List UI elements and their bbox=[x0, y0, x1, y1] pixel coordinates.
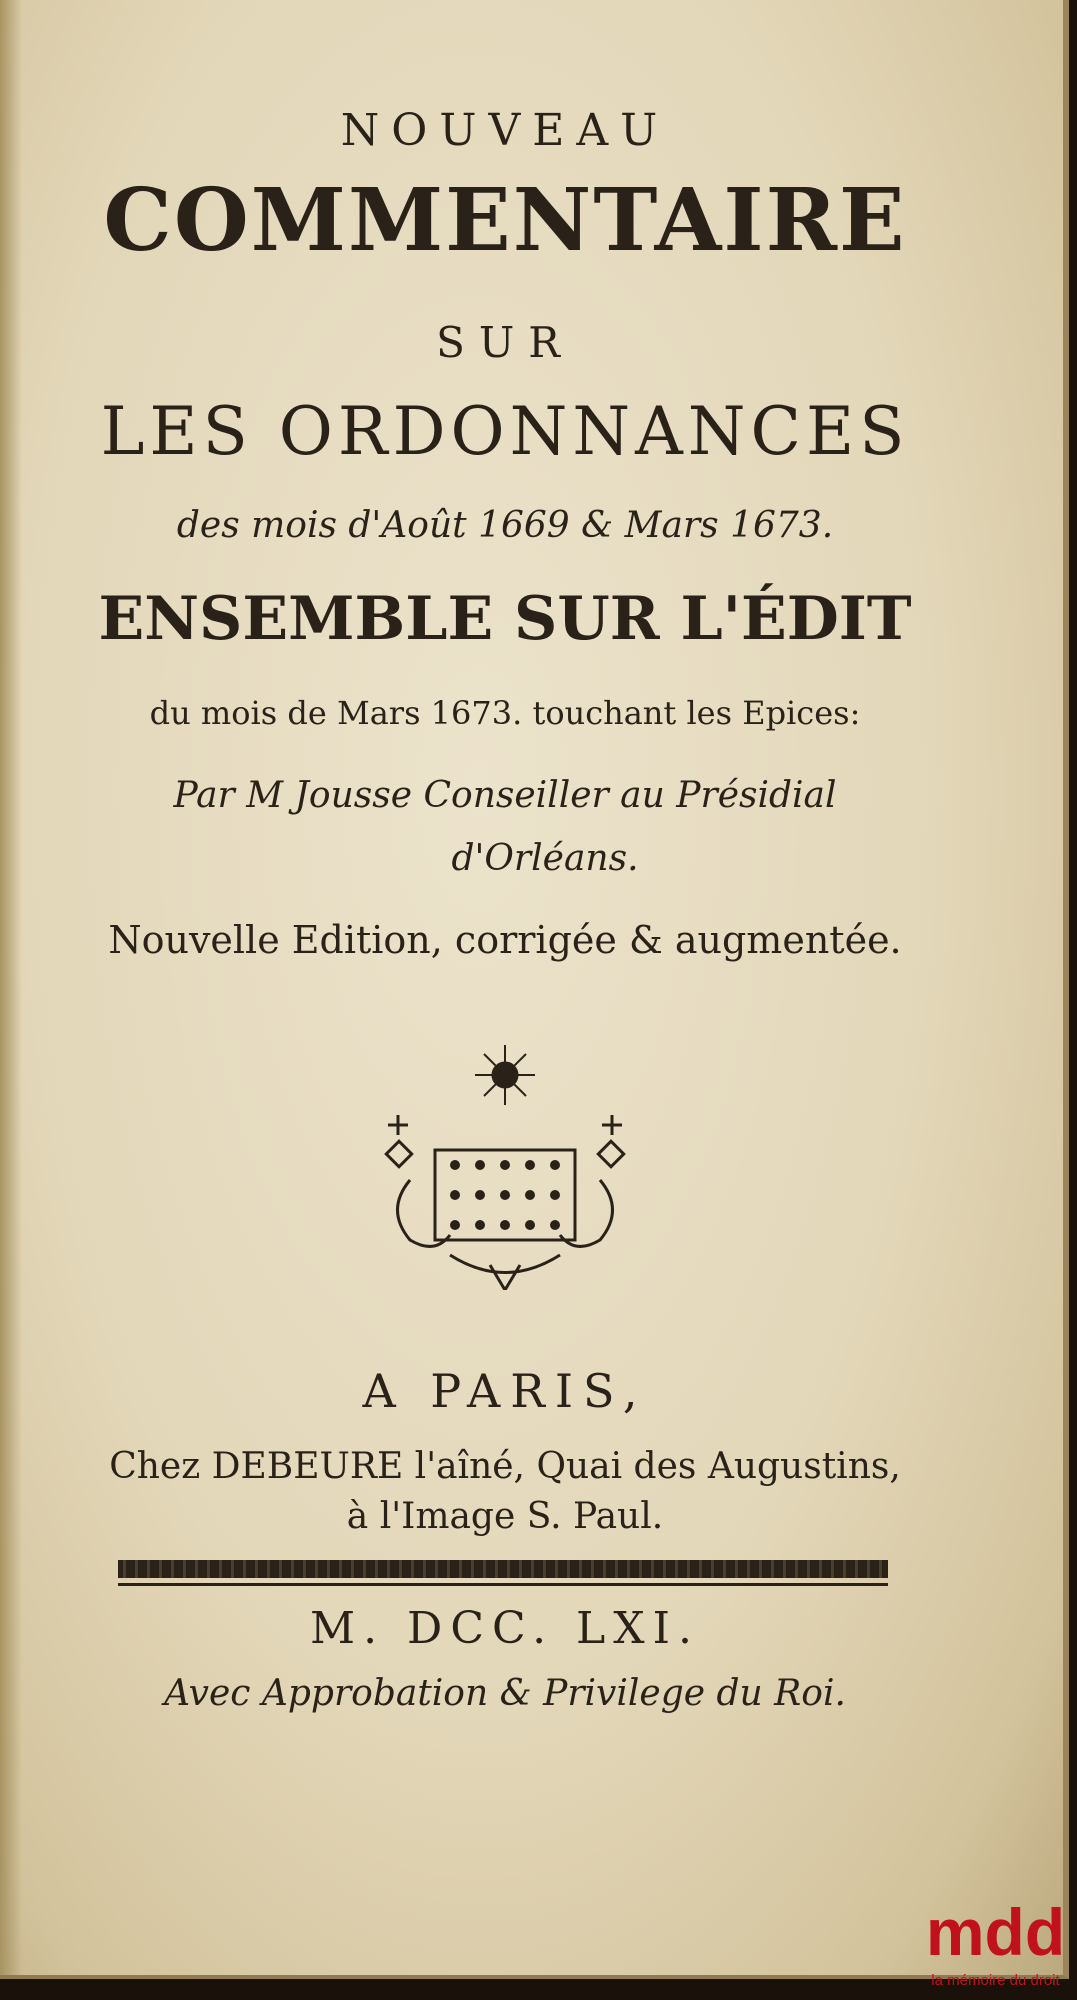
mdd-logo-text: mdd bbox=[925, 1895, 1066, 1969]
imprint-year: M. DCC. LXI. bbox=[310, 1603, 700, 1654]
heading-nouveau: NOUVEAU bbox=[340, 105, 670, 156]
ornamental-rule bbox=[118, 1560, 888, 1578]
imprint-address: à l'Image S. Paul. bbox=[346, 1496, 664, 1537]
heading-ordonnances: LES ORDONNANCES bbox=[100, 393, 910, 470]
mdd-watermark-logo bbox=[918, 1896, 1073, 2000]
printers-ornament bbox=[380, 1040, 630, 1290]
heading-edit: ENSEMBLE SUR L'ÉDIT bbox=[98, 584, 912, 654]
imprint-privilege: Avec Approbation & Privilege du Roi. bbox=[164, 1673, 846, 1714]
author-line: Par M Jousse Conseiller au Présidial bbox=[173, 775, 837, 816]
edition-note: Nouvelle Edition, corrigée & augmentée. bbox=[108, 918, 902, 962]
imprint-city: A PARIS, bbox=[362, 1364, 648, 1418]
heading-commentaire: COMMENTAIRE bbox=[103, 170, 907, 271]
heading-sur: SUR bbox=[436, 318, 574, 367]
mdd-logo-tagline: la mémoire du droit bbox=[931, 1972, 1060, 1989]
subtitle-dates: des mois d'Août 1669 & Mars 1673. bbox=[176, 505, 834, 546]
subtitle-epices: du mois de Mars 1673. touchant les Epices: bbox=[149, 694, 861, 732]
imprint-publisher: Chez DEBEURE l'aîné, Quai des Augustins, bbox=[109, 1446, 901, 1487]
author-place: d'Orléans. bbox=[451, 838, 639, 879]
rule-line bbox=[118, 1583, 888, 1586]
